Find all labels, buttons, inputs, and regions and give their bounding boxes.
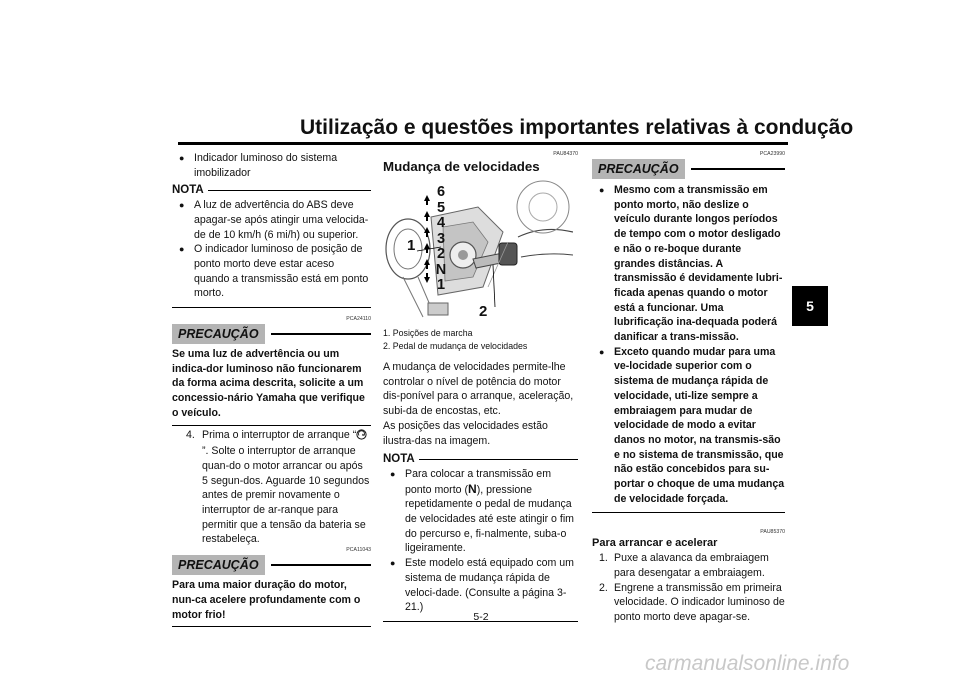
column-middle: [383, 151, 578, 622]
nota-end-rule: [172, 307, 371, 308]
caution-label: PRECAUÇÃO: [172, 324, 265, 344]
caution-label: PRECAUÇÃO: [592, 159, 685, 179]
caution-text: Para uma maior duração do motor, nun-ca acelere profundamente com o motor frio!: [172, 579, 361, 621]
gear-label: N: [435, 261, 447, 278]
section-code: PAU84370: [553, 151, 578, 157]
gear-label: 4: [436, 215, 446, 231]
caution-end-rule: [592, 512, 785, 513]
figure-caption: 2. Pedal de mudança de velocidades: [383, 340, 528, 351]
nota-heading: [383, 452, 578, 467]
header-rule: [178, 142, 788, 145]
step-text-cont: ”. Solte o interruptor de arranque quan-do o motor arrancar ou após 5 segun-dos. Aguarde 10 segundos antes de premir novamente o interruptor de ar-ranque para permitir que a tensão da bateria se restabeleça.: [202, 445, 370, 546]
step-item: [592, 551, 785, 580]
gear-label: 6: [436, 184, 446, 200]
step-press-starter: [172, 428, 371, 548]
page-number: 5-2: [473, 611, 489, 623]
step-number: 1.: [599, 552, 608, 565]
step-number: 2.: [599, 581, 608, 594]
nota-item: ● Este modelo está equipado com um sistema de mudança rápida de veloci-dade. (Consulte a página 3-21.): [383, 556, 578, 615]
section-code: PAU85370: [760, 529, 785, 536]
caution-label: PRECAUÇÃO: [172, 555, 265, 575]
caution-item: ● Mesmo com a transmissão em ponto morto, não deslize o veículo durante longos períodos de tempo com o motor desligado e não o re-boque durante grandes distâncias. A transmissão é devidamente lubri-ficada apenas quando o motor está a funcionar. Uma lubrificação ina-dequada poderá danificar a trans-missão.: [592, 183, 785, 345]
step-text: Engrene a transmissão em primeira velocidade. O indicador luminoso de ponto morto deve apagar-se.: [614, 581, 785, 623]
gear-label: 2: [436, 246, 446, 262]
nota-label: NOTA: [383, 453, 415, 466]
starter-switch-icon: [356, 429, 367, 445]
nota-label: NOTA: [172, 184, 204, 197]
step-text: Prima o interruptor de arranque “: [202, 428, 357, 441]
caution-heading: [172, 555, 371, 575]
nota-item: [383, 467, 578, 556]
column-right: [592, 151, 785, 625]
gear-paragraph: As posições das velocidades estão ilustra-das na imagem.: [383, 419, 548, 447]
figure-caption: 1. Posições de marcha: [383, 328, 473, 338]
gear-label: 3: [436, 230, 446, 247]
caution-text: Se uma luz de advertência ou um indica-dor luminoso não funcionarem da forma acima descrita, solicite a um concessio-nário Yamaha que verifique o veículo.: [172, 348, 365, 419]
caution-heading: [592, 159, 785, 179]
caution-code: PCA23990: [759, 151, 785, 157]
step-item: [592, 581, 785, 625]
nota-text-cont: ), pressione repetidamente o pedal de mudança de velocidades até este atingir o fim do percurso e, fi-nalmente, suba-o ligeiramente.: [405, 483, 575, 555]
gear-paragraph: A mudança de velocidades permite-lhe controlar o nível de potência do motor dis-ponível para o arranque, aceleração, subi-da de encostas, etc.: [383, 361, 574, 418]
nota-heading: [172, 183, 371, 198]
nota-item: ● A luz de advertência do ABS deve apagar-se após atingir uma velocida-de de 10 km/h (6 mi/h) ou superior.: [172, 198, 371, 242]
nota-item: ● O indicador luminoso de posição de ponto morto deve estar aceso quando a transmissão está em ponto morto.: [172, 242, 371, 301]
gear-label: 1: [436, 277, 446, 293]
page-header-title: Utilização e questões importantes relativas à condução: [300, 116, 854, 139]
callout-1: 1: [407, 237, 416, 254]
caution-heading: [172, 324, 371, 344]
caution-end-rule: [172, 425, 371, 426]
gear-shift-figure: [383, 177, 573, 325]
caution-item: ● Exceto quando mudar para uma ve-locidade superior com o sistema de mudança rápida de velocidade, uti-lize sempre a embraiagem para mudar de velocidade de modo a evitar danos no motor, na transmis-são e no sistema de transmissão, que não estão concebidos para su-portar o choque de uma mudança de velocidade forçada.: [592, 345, 785, 507]
gear-position-labels: [434, 185, 448, 294]
watermark-text: carmanualsonline.info: [645, 652, 850, 675]
neutral-symbol: N: [468, 481, 477, 496]
step-text: Puxe a alavanca da embraiagem para desengatar a embraiagem.: [614, 552, 769, 579]
immobilizer-indicator-item: ● Indicador luminoso do sistema imobilizador: [172, 151, 371, 180]
nota-text: Para colocar a transmissão em ponto morto (: [405, 467, 552, 496]
caution-code: PCA24110: [346, 316, 371, 323]
caution-end-rule: [172, 626, 371, 627]
chapter-tab[interactable]: 5: [792, 286, 828, 326]
gear-label: 5: [436, 199, 446, 216]
column-left: [172, 151, 371, 627]
callout-2: 2: [479, 303, 488, 320]
caution-code: PCA11043: [346, 547, 371, 554]
section-title-gear-shifting: Mudança de velocidades: [383, 159, 540, 174]
step-number: 4.: [186, 428, 195, 441]
section-title-start-accelerate: Para arrancar e acelerar: [592, 537, 718, 550]
